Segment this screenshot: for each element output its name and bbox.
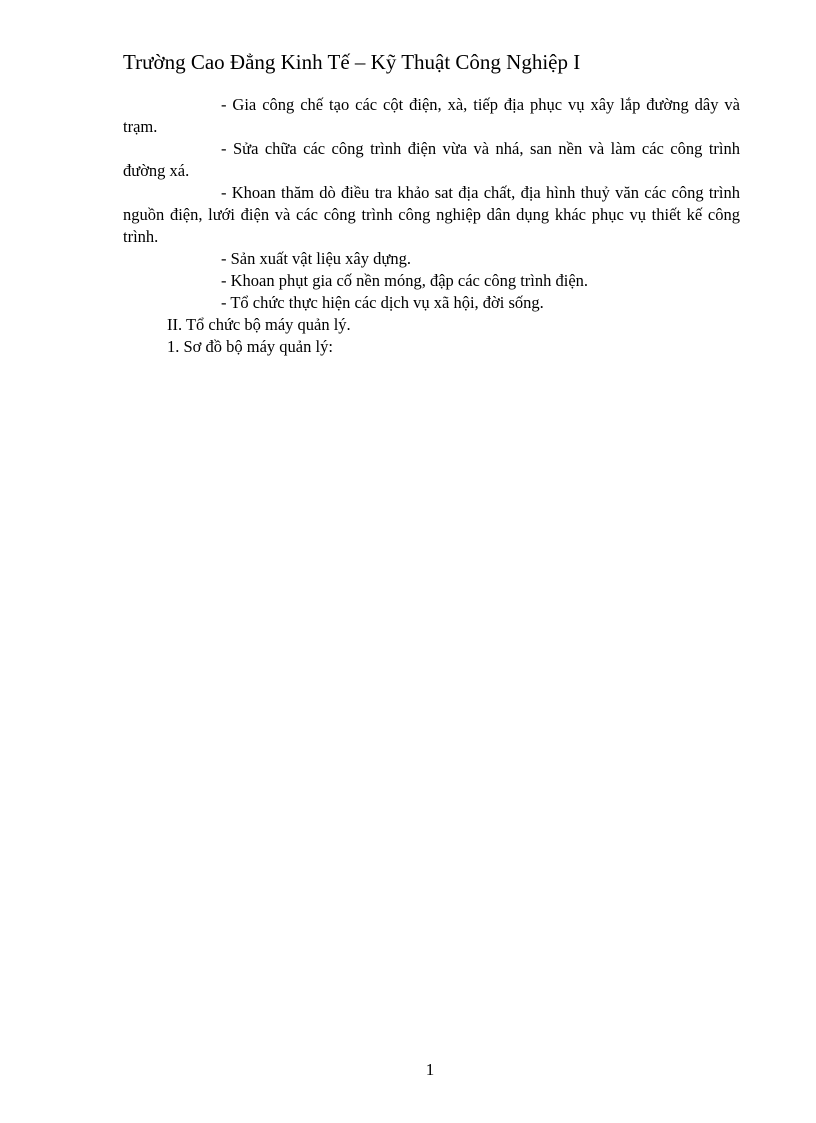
- bullet-item: - Gia công chế tạo các cột điện, xà, tiếp địa phục vụ xây lắp đường dây và trạm.: [123, 95, 740, 136]
- bullet-item: - Khoan thăm dò điều tra khảo sat địa chất, địa hình thuỷ văn các công trình nguồn điện, lưới điện và các công trình công nghiệp dân dụng khác phục vụ thiết kế công trình.: [123, 183, 740, 246]
- document-body: [123, 94, 740, 358]
- bullet-item: - Khoan phụt gia cố nền móng, đập các công trình điện.: [221, 271, 589, 290]
- bullet-item: - Sửa chữa các công trình điện vừa và nhá, san nền và làm các công trình đường xá.: [123, 139, 740, 180]
- subsection-heading: 1. Sơ đồ bộ máy quản lý:: [167, 337, 333, 356]
- section-heading: II. Tổ chức bộ máy quản lý.: [167, 315, 351, 334]
- bullet-item: - Tổ chức thực hiện các dịch vụ xã hội, đời sống.: [221, 293, 544, 312]
- page-number: 1: [425, 1060, 435, 1079]
- bullet-item: - Sản xuất vật liệu xây dựng.: [221, 249, 411, 268]
- page-header: Trường Cao Đẳng Kinh Tế – Kỹ Thuật Công Nghiệp I: [123, 50, 581, 74]
